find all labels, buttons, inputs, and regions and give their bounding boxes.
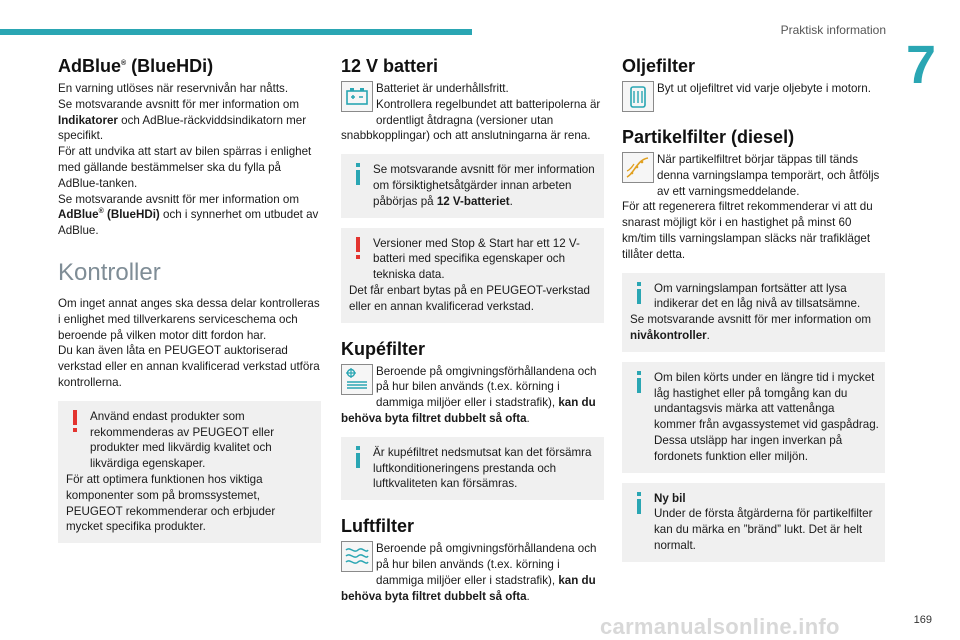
battery-icon: [341, 81, 373, 112]
heading-oil-filter: Oljefilter: [622, 56, 696, 76]
info-icon: [631, 281, 647, 305]
section-title: Praktisk information: [780, 23, 886, 37]
info-note-new-car: Ny bil Under de första åtgärderna för partikelfilter kan du märka en ”bränd” lukt. Det är helt normalt.: [622, 483, 885, 562]
watermark: carmanualsonline.info: [600, 614, 840, 639]
kontroller-paragraph-1: Om inget annat anges ska dessa delar kontrolleras i enlighet med tillverkarens serviceschema och beroende på vilken motor ditt fordon har.: [58, 296, 320, 342]
battery-paragraph-2: Kontrollera regelbundet att batteripolerna är ordentligt åtdragna (versioner utan snabbkopplingar) och att anslutningarna är rena.: [341, 97, 601, 143]
cabin-filter-icon: [341, 364, 373, 395]
kontroller-paragraph-2: Du kan även låta en PEUGEOT auktoriserad verkstad eller en annan kvalificerad verkstad utföra kontrollerna.: [58, 344, 320, 389]
particle-filter-paragraph-2: För att regenerera filtret rekommenderar vi att du snarast möjligt kör i en hastighet på minst 60 km/tim tills varningslampan släcks när trafikläget tillåter detta.: [622, 200, 873, 261]
column-left: [58, 56, 321, 553]
info-note-battery: Se motsvarande avsnitt för mer information om försiktighetsåtgärder innan arbeten påbörjas på 12 V-batteriet.: [341, 154, 604, 217]
warning-exclamation-icon: [67, 409, 83, 433]
header-accent-bar: [0, 29, 472, 35]
particle-filter-warning-lamp-icon: [622, 152, 654, 183]
page-number: 169: [913, 614, 932, 626]
oil-filter-paragraph: Byt ut oljefiltret vid varje oljebyte i motorn.: [657, 82, 871, 95]
heading-cabin-filter: Kupéfilter: [341, 338, 426, 359]
air-filter-icon: [341, 541, 373, 572]
info-icon: [350, 445, 366, 469]
adblue-paragraph-2: För att undvika att start av bilen spärras i enlighet med gällande bestämmelser ska du fylla på AdBlue-tanken. Se motsvarande avsnitt för mer information om AdBlue® (BlueHDi) och i synnerhet om utbudet av AdBlue.: [58, 145, 319, 238]
info-note-water-vapour: Om bilen körts under en längre tid i mycket låg hastighet eller på tomgång kan du undantagsvis märka att vattenånga kommer från avgassystemet vid gaspådrag. Dessa utsläpp har ingen inverkan på fordonets funktion eller miljön.: [622, 362, 885, 473]
heading-air-filter: Luftfilter: [341, 516, 414, 537]
oil-filter-icon: [622, 81, 654, 112]
info-note-cabin-filter: Är kupéfiltret nedsmutsat kan det försämra luftkonditioneringens prestanda och luftkvaliteten kan försämras.: [341, 437, 604, 500]
particle-filter-paragraph-1: När partikelfiltret börjar täppas till tänds denna varningslampa temporärt, och åtföljs av ett varningsmeddelande.: [657, 153, 880, 198]
warning-note-products: Använd endast produkter som rekommenderas av PEUGEOT eller produkter med likvärdig kvalitet och likvärdiga egenskaper. För att optimera funktionen hos viktiga komponenter som på bromssystemet, PEUGEOT rekommenderar och erbjuder mycket specifika produkter.: [58, 401, 321, 543]
column-right: [622, 56, 885, 572]
info-icon: [350, 162, 366, 186]
adblue-paragraph-1: En varning utlöses när reservnivån har nåtts. Se motsvarande avsnitt för mer information om Indikatorer och AdBlue-räckviddsindikatorn mer specifikt.: [58, 82, 307, 143]
column-middle: [341, 56, 604, 604]
battery-paragraph-1: Batteriet är underhållsfritt.: [376, 82, 509, 95]
air-filter-paragraph: Beroende på omgivningsförhållandena och på hur bilen används (t.ex. körning i dammiga miljöer eller i stadstrafik), kan du behöva byta filtret dubbelt så ofta.: [341, 542, 597, 603]
cabin-filter-paragraph: Beroende på omgivningsförhållandena och på hur bilen används (t.ex. körning i dammiga miljöer eller i stadstrafik), kan du behöva byta filtret dubbelt så ofta.: [341, 364, 597, 425]
warning-exclamation-icon: [350, 236, 366, 260]
heading-battery: 12 V batteri: [341, 56, 439, 76]
heading-adblue: AdBlue® (BlueHDi): [58, 56, 214, 76]
warning-note-stop-start: Versioner med Stop & Start har ett 12 V-batteri med specifika egenskaper och tekniska data. Det får enbart bytas på en PEUGEOT-verkstad eller en annan kvalificerad verkstad.: [341, 228, 604, 323]
heading-particle-filter: Partikelfilter (diesel): [622, 127, 795, 147]
chapter-number: 7: [905, 35, 936, 95]
heading-kontroller: Kontroller: [58, 258, 161, 286]
info-icon: [631, 370, 647, 394]
info-note-additive-level: Om varningslampan fortsätter att lysa indikerar det en låg nivå av tillsatsämne. Se motsvarande avsnitt för mer information om nivåkontroller.: [622, 273, 885, 352]
info-icon: [631, 491, 647, 515]
